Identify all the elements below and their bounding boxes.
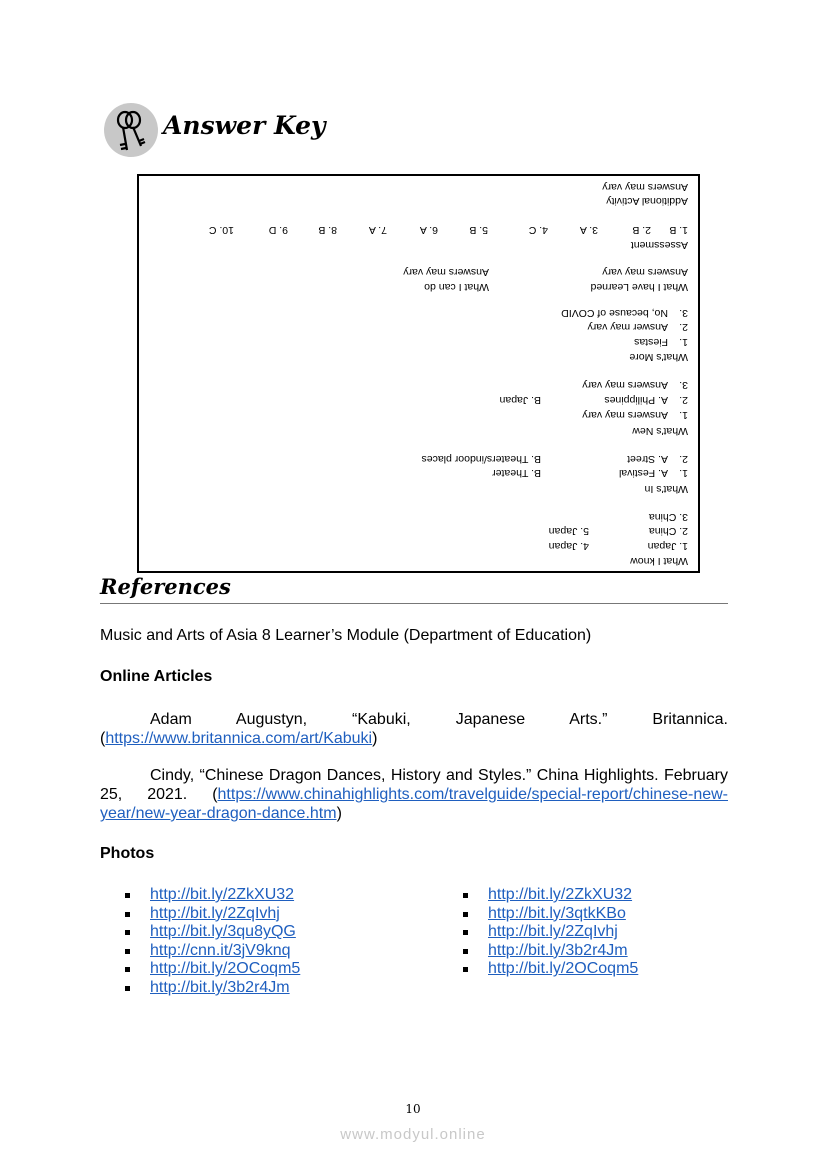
- assessment-answer: 5. B: [469, 224, 488, 236]
- assessment-answer: 6. A: [419, 224, 438, 236]
- divider: [100, 603, 728, 604]
- list-item: [125, 905, 300, 924]
- answer: 5. Japan: [548, 525, 589, 537]
- module-reference: Music and Arts of Asia 8 Learner’s Module (Department of Education): [100, 627, 592, 644]
- what-i-have-learned-heading: What I have Learned: [590, 281, 688, 293]
- page-number: 10: [405, 1102, 421, 1116]
- answer: Answer may vary: [587, 321, 668, 333]
- answer-number: 3.: [679, 379, 688, 391]
- answer: A. Street: [627, 453, 668, 465]
- answer: B. Theaters/indoor places: [421, 453, 541, 465]
- assessment-answer: 8. B: [318, 224, 337, 236]
- photos-list-right: [463, 886, 638, 979]
- photo-link[interactable]: http://bit.ly/3qu8yQG: [150, 923, 296, 941]
- list-item: [463, 923, 638, 942]
- watermark: www.modyul.online: [340, 1126, 486, 1143]
- whats-in-heading: What's In: [644, 483, 688, 495]
- assessment-answer: 9. D: [268, 224, 288, 236]
- assessment-answer: 10. C: [208, 224, 234, 236]
- list-item: [463, 942, 638, 961]
- answer-number: 2.: [679, 453, 688, 465]
- answer: 4. Japan: [548, 540, 589, 552]
- photo-link[interactable]: http://bit.ly/2ZqIvhj: [488, 923, 618, 941]
- assessment-answer: 7. A: [368, 224, 387, 236]
- answer: A. Festival: [618, 467, 668, 479]
- photo-link[interactable]: http://bit.ly/3b2r4Jm: [488, 941, 628, 959]
- keys-icon: [103, 102, 159, 163]
- answer: No, because of COVID: [561, 307, 668, 319]
- photo-link[interactable]: http://bit.ly/3b2r4Jm: [150, 978, 290, 996]
- whats-new-heading: What's New: [632, 425, 688, 437]
- article-citation: Cindy, “Chinese Dragon Dances, History and Styles.” China Highlights. February 25, 2021. (: [100, 767, 728, 803]
- assessment-heading: Assessment: [630, 239, 688, 251]
- paren: ): [372, 730, 378, 747]
- article-citation: Adam Augustyn, “Kabuki, Japanese Arts.” Britannica. (: [100, 711, 728, 747]
- answer: B. Theater: [492, 467, 541, 479]
- answer-number: 2.: [679, 321, 688, 333]
- what-i-know-heading: What I know: [630, 555, 688, 567]
- answer: Answers may vary: [582, 409, 668, 421]
- answer-number: 2.: [679, 394, 688, 406]
- answer-key-title: Answer Key: [163, 111, 326, 140]
- answer: A. Philippines: [604, 394, 668, 406]
- references-heading: References: [100, 574, 231, 599]
- photos-list-left: [125, 886, 300, 998]
- list-item: [125, 923, 300, 942]
- answer: Answers may vary: [582, 379, 668, 391]
- whats-more-heading: What's More: [629, 351, 688, 363]
- list-item: [125, 886, 300, 905]
- list-item: [463, 905, 638, 924]
- assessment-answer: 1. B: [669, 224, 688, 236]
- photo-link[interactable]: http://bit.ly/2OCoqm5: [488, 960, 639, 978]
- list-item: [125, 979, 300, 998]
- additional-activity-heading: Additional Activity: [606, 195, 688, 207]
- photo-link[interactable]: http://bit.ly/2ZkXU32: [150, 886, 295, 903]
- answer-number: 1.: [679, 336, 688, 348]
- photo-link[interactable]: http://bit.ly/2ZkXU32: [488, 886, 633, 903]
- article-link[interactable]: https://www.britannica.com/art/Kabuki: [105, 730, 373, 747]
- answer: Answers may vary: [403, 266, 489, 278]
- list-item: [125, 960, 300, 979]
- answer: 2. China: [648, 525, 688, 537]
- assessment-answer: 3. A: [579, 224, 598, 236]
- list-item: [125, 942, 300, 961]
- assessment-answer: 2. B: [632, 224, 651, 236]
- answer-number: 3.: [679, 307, 688, 319]
- list-item: [463, 960, 638, 979]
- answer: 1. Japan: [647, 540, 688, 552]
- answer: 3. China: [648, 511, 688, 523]
- list-item: [463, 886, 638, 905]
- answer: Fiestas: [634, 336, 668, 348]
- answer: Answers may vary: [602, 266, 688, 278]
- answer: Answers may vary: [602, 181, 688, 193]
- answer-key-box: [137, 174, 700, 573]
- article-reference: [100, 766, 728, 823]
- photo-link[interactable]: http://bit.ly/2ZqIvhj: [150, 904, 280, 922]
- article-link[interactable]: https://www.chinahighlights.com/travelguide/special-report/chinese-new-year/new-year-dragon-dance.htm: [100, 786, 728, 822]
- answer: B. Japan: [499, 394, 541, 406]
- online-articles-heading: Online Articles: [100, 668, 213, 685]
- what-i-can-do-heading: What I can do: [424, 281, 489, 293]
- assessment-answer: 4. C: [528, 224, 548, 236]
- paren: ): [336, 805, 342, 822]
- photo-link[interactable]: http://cnn.it/3jV9knq: [150, 941, 291, 959]
- article-reference: [100, 710, 728, 748]
- photos-heading: Photos: [100, 845, 155, 862]
- answer-number: 1.: [679, 409, 688, 421]
- answer-number: 1.: [679, 467, 688, 479]
- photo-link[interactable]: http://bit.ly/2OCoqm5: [150, 960, 301, 978]
- photo-link[interactable]: http://bit.ly/3qtkKBo: [488, 904, 626, 922]
